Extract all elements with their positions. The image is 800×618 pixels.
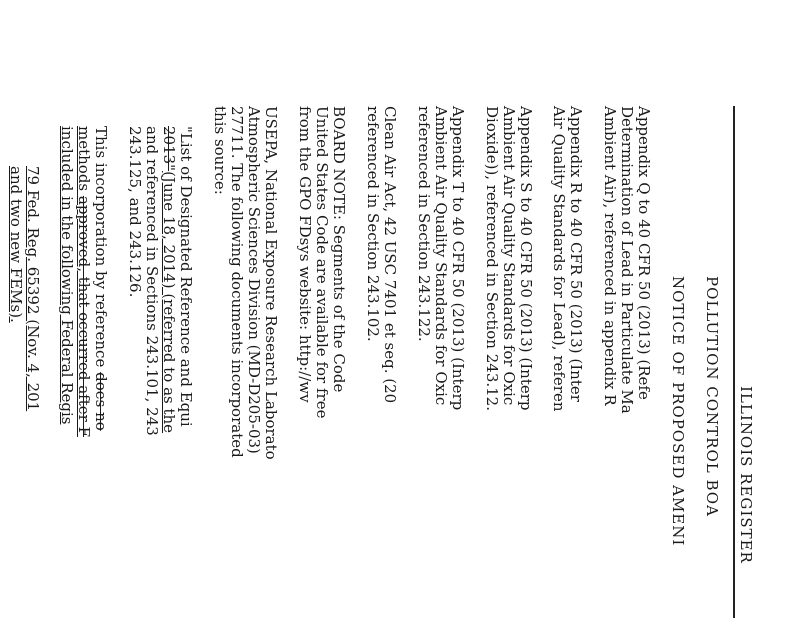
appendix-r-line-1: Appendix R to 40 CFR 50 (2013) (Inter: [567, 106, 585, 402]
usepa-line-1: USEPA, National Exposure Research Laborato: [262, 106, 280, 460]
board-note-1-line-3: from the GPO FDsys website: http://wv: [296, 106, 314, 403]
appendix-t-line-3: referenced in Section 243.122.: [415, 106, 433, 342]
struck-approved-text: approved, that occurred after F: [75, 195, 93, 437]
incorporation-line-2: [75, 126, 92, 437]
usepa-line-4: this source:: [211, 106, 229, 195]
usepa-line-3: 27711. The following documents incorporated: [228, 106, 246, 458]
appendix-s-line-3: Dioxide)), referenced in Section 243.12.: [483, 106, 501, 411]
header-rule: [733, 106, 735, 618]
fedreg-line-2: and two new FEMs).: [7, 166, 25, 323]
inserted-date: (June 18, 2014) (referred to as the: [160, 171, 178, 434]
incorporation-methods: methods: [75, 126, 93, 196]
appendix-r-line-2: Air Quality Standards for Lead), referen: [550, 106, 568, 412]
clean-air-act-line-2: referenced in Section 243.102.: [364, 106, 382, 342]
incorporation-line-1: [92, 126, 109, 431]
fedreg-line-1: 79 Fed. Reg. 65392 (Nov. 4, 201: [24, 166, 42, 412]
appendix-t-line-2: Ambient Air Quality Standards for Oxic: [432, 106, 450, 406]
appendix-t-line-1: Appendix T to 40 CFR 50 (2013) (Interp: [449, 106, 467, 411]
usepa-line-2: Atmospheric Sciences Division (MD-D205-03): [245, 106, 263, 454]
struck-year: 2013": [160, 126, 178, 172]
clean-air-act-line-1: Clean Air Act, 42 USC 7401 et seq. (20: [381, 106, 399, 404]
register-title: ILLINOIS REGISTER: [737, 386, 755, 564]
appendix-q-line-2: Determination of Lead in Particulate Ma: [618, 106, 636, 414]
board-note-1-line-2: United States Code are available for free: [313, 106, 331, 419]
struck-text: does no: [92, 372, 110, 431]
list-quote-line-2: [160, 126, 177, 433]
list-quote-line-1: "List of Designated Reference and Equi: [177, 126, 195, 427]
notice-title: NOTICE OF PROPOSED AMENI: [669, 276, 687, 547]
list-quote-line-3: and referenced in Sections 243.101, 243: [143, 126, 161, 436]
appendix-q-line-3: Ambient Air), referenced in appendix R: [601, 106, 619, 406]
incorporation-line-3: included in the following Federal Regis: [58, 126, 76, 425]
list-quote-line-4: 243.125, and 243.126.: [126, 126, 144, 298]
appendix-s-line-1: Appendix S to 40 CFR 50 (2013) (Interp: [517, 106, 535, 411]
board-title: POLLUTION CONTROL BOA: [703, 276, 721, 517]
board-note-1-line-1: BOARD NOTE: Segments of the Code: [330, 106, 348, 393]
incorporation-text: This incorporation by reference: [92, 126, 110, 373]
appendix-q-line-1: Appendix Q to 40 CFR 50 (2013) (Refe: [635, 106, 653, 400]
appendix-s-line-2: Ambient Air Quality Standards for Oxic: [500, 106, 518, 406]
